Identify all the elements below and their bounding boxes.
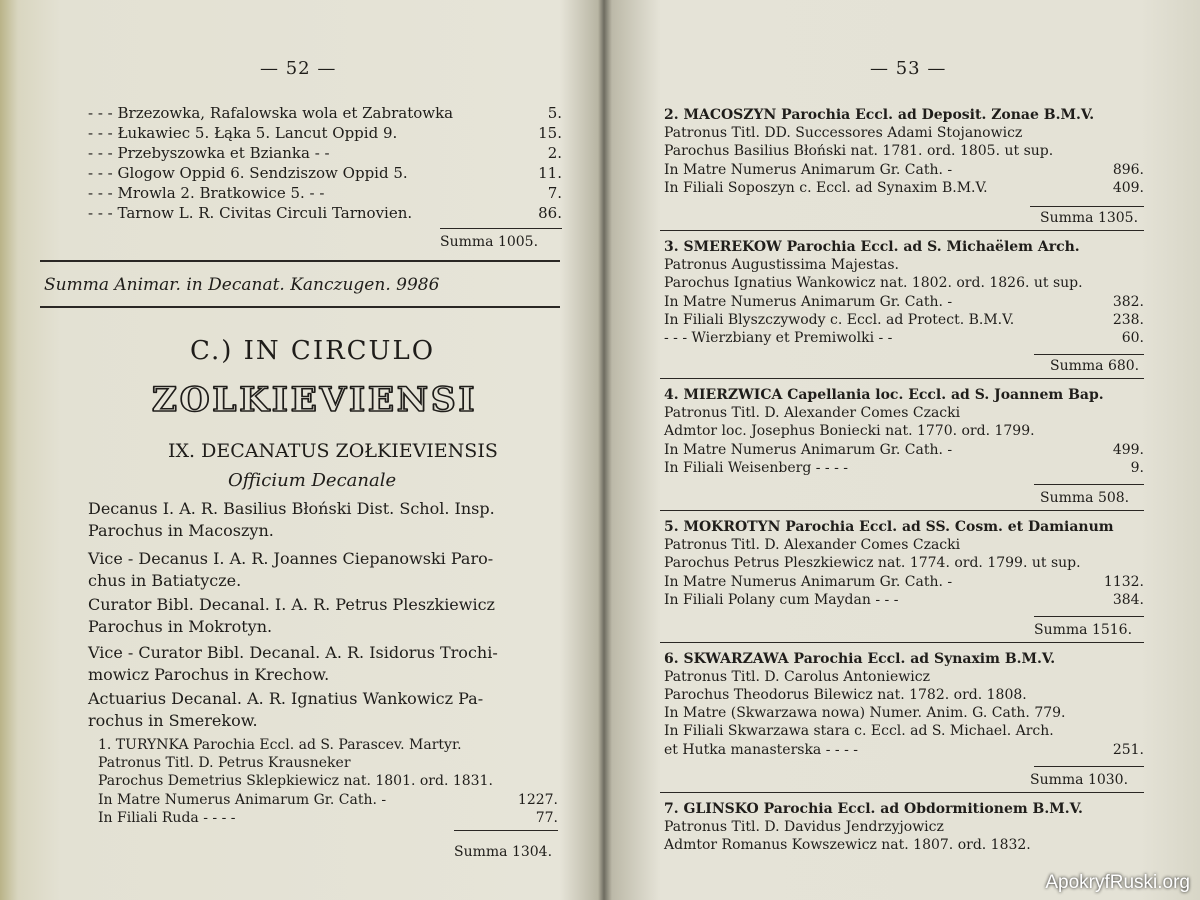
table-row xyxy=(98,810,558,826)
sum-rule xyxy=(454,830,558,831)
circulo-heading: C.) IN CIRCULO xyxy=(190,336,436,366)
row-label: - - - Łukawiec 5. Łąka 5. Lancut Oppid 9. xyxy=(88,124,398,142)
entry-line: In Matre (Skwarzawa nowa) Numer. Anim. G. Cath. 779. xyxy=(664,705,1066,721)
official-line: Vice - Decanus I. A. R. Joannes Ciepanowski Paro- xyxy=(88,549,494,568)
entry-line: Patronus Titl. D. Alexander Comes Czacki xyxy=(664,537,961,553)
row-value: 2. xyxy=(547,144,562,162)
entry-line: Admtor Romanus Kowszewicz nat. 1807. ord. 1832. xyxy=(664,837,1031,853)
row-value: 77. xyxy=(535,810,558,826)
section-rule xyxy=(40,306,560,308)
row-label: In Matre Numerus Animarum Gr. Cath. - xyxy=(98,792,387,808)
row-label: - - - Wierzbiany et Premiwolki - - xyxy=(664,330,893,346)
row-label: - - - Przebyszowka et Bzianka - - xyxy=(88,144,330,162)
summa-total: Summa 680. xyxy=(1050,358,1140,374)
table-row xyxy=(664,742,1144,758)
section-rule xyxy=(40,260,560,262)
official-line: Parochus in Mokrotyn. xyxy=(88,617,273,636)
row-label: In Filiali Blyszczywody c. Eccl. ad Protect. B.M.V. xyxy=(664,312,1015,328)
sum-rule xyxy=(1034,354,1144,355)
watermark: ApokryfRuski.org xyxy=(1045,872,1190,893)
row-label: - - - Mrowla 2. Bratkowice 5. - - xyxy=(88,184,325,202)
list-item xyxy=(88,104,562,122)
list-item xyxy=(88,184,562,202)
summa-total: Summa 1030. xyxy=(1030,772,1129,788)
summa-total: Summa 1005. xyxy=(440,234,539,250)
entry-separator xyxy=(660,792,1144,793)
list-item xyxy=(88,164,562,182)
row-value: 384. xyxy=(1112,592,1144,608)
sum-rule xyxy=(1034,484,1144,485)
table-row xyxy=(664,180,1144,196)
table-row xyxy=(664,460,1144,476)
table-row xyxy=(664,312,1144,328)
right-page xyxy=(620,0,1180,900)
official-line: Decanus I. A. R. Basilius Błoński Dist. Schol. Insp. xyxy=(88,499,495,518)
entry-line: Patronus Titl. D. Alexander Comes Czacki xyxy=(664,405,961,421)
row-label: In Matre Numerus Animarum Gr. Cath. - xyxy=(664,442,953,458)
decanatus-heading: IX. DECANATUS ZOŁKIEVIENSIS xyxy=(168,440,498,462)
row-value: 15. xyxy=(538,124,562,142)
entry-line: Patronus Titl. D. Petrus Krausneker xyxy=(98,755,351,771)
entry-line: 7. GLINSKO Parochia Eccl. ad Obdormitionem B.M.V. xyxy=(664,801,1083,817)
row-value: 7. xyxy=(547,184,562,202)
district-title: ZOLKIEVIENSI xyxy=(152,380,478,420)
entry-line: Parochus Demetrius Sklepkiewicz nat. 1801. ord. 1831. xyxy=(98,773,493,789)
row-label: In Filiali Soposzyn c. Eccl. ad Synaxim B.M.V. xyxy=(664,180,988,196)
row-label: - - - Tarnow L. R. Civitas Circuli Tarnovien. xyxy=(88,204,413,222)
official-line: Curator Bibl. Decanal. I. A. R. Petrus Pleszkiewicz xyxy=(88,595,495,614)
table-row xyxy=(98,792,558,808)
entry-line: Admtor loc. Josephus Boniecki nat. 1770. ord. 1799. xyxy=(664,423,1035,439)
row-value: 896. xyxy=(1112,162,1144,178)
entry-line: In Filiali Skwarzawa stara c. Eccl. ad S. Michael. Arch. xyxy=(664,723,1054,739)
table-row xyxy=(664,574,1144,590)
officium-heading: Officium Decanale xyxy=(228,470,397,491)
entry-line: 4. MIERZWICA Capellania loc. Eccl. ad S. Joannem Bap. xyxy=(664,387,1104,403)
entry-line: Patronus Titl. D. Carolus Antoniewicz xyxy=(664,669,930,685)
official-line: chus in Batiatycze. xyxy=(88,571,242,590)
row-label: - - - Brzezowka, Rafalowska wola et Zabratowka xyxy=(88,104,454,122)
entry-line: 2. MACOSZYN Parochia Eccl. ad Deposit. Zonae B.M.V. xyxy=(664,107,1095,123)
row-label: In Matre Numerus Animarum Gr. Cath. - xyxy=(664,574,953,590)
entry-separator xyxy=(660,510,1144,511)
row-value: 382. xyxy=(1112,294,1144,310)
row-value: 86. xyxy=(538,204,562,222)
row-value: 1227. xyxy=(517,792,558,808)
table-row xyxy=(664,162,1144,178)
entry-line: Parochus Theodorus Bilewicz nat. 1782. ord. 1808. xyxy=(664,687,1027,703)
official-line: rochus in Smerekow. xyxy=(88,711,258,730)
row-value: 409. xyxy=(1112,180,1144,196)
row-value: 1132. xyxy=(1103,574,1144,590)
row-label: In Matre Numerus Animarum Gr. Cath. - xyxy=(664,294,953,310)
row-value: 251. xyxy=(1112,742,1144,758)
list-item xyxy=(88,144,562,162)
row-value: 60. xyxy=(1121,330,1144,346)
row-value: 9. xyxy=(1130,460,1144,476)
list-item xyxy=(88,124,562,142)
official-line: Parochus in Macoszyn. xyxy=(88,521,274,540)
page-number-left: — 52 — xyxy=(260,58,337,79)
row-value: 5. xyxy=(547,104,562,122)
row-label: - - - Glogow Oppid 6. Sendziszow Oppid 5. xyxy=(88,164,408,182)
row-label: In Filiali Polany cum Maydan - - - xyxy=(664,592,899,608)
row-label: et Hutka manasterska - - - - xyxy=(664,742,859,758)
page-number-right: — 53 — xyxy=(870,58,947,79)
official-line: mowicz Parochus in Krechow. xyxy=(88,665,330,684)
list-item xyxy=(88,204,562,222)
entry-line: 3. SMEREKOW Parochia Eccl. ad S. Michaëlem Arch. xyxy=(664,239,1080,255)
table-row xyxy=(664,294,1144,310)
sum-rule xyxy=(1030,206,1144,207)
official-line: Actuarius Decanal. A. R. Ignatius Wankowicz Pa- xyxy=(88,689,484,708)
table-row xyxy=(664,330,1144,346)
row-label: In Filiali Weisenberg - - - - xyxy=(664,460,849,476)
summa-total: Summa 1516. xyxy=(1034,622,1133,638)
summa-total: Summa 1305. xyxy=(1040,210,1139,226)
row-label: In Filiali Ruda - - - - xyxy=(98,810,236,826)
entry-line: Patronus Titl. DD. Successores Adami Stojanowicz xyxy=(664,125,1023,141)
table-row xyxy=(664,442,1144,458)
row-value: 499. xyxy=(1112,442,1144,458)
entry-line: Patronus Titl. D. Davidus Jendrzyjowicz xyxy=(664,819,944,835)
entry-line: Parochus Petrus Pleszkiewicz nat. 1774. ord. 1799. ut sup. xyxy=(664,555,1081,571)
row-value: 11. xyxy=(538,164,562,182)
entry-line: Patronus Augustissima Majestas. xyxy=(664,257,899,273)
entry-separator xyxy=(660,642,1144,643)
entry-separator xyxy=(660,378,1144,379)
summa-total: Summa 1304. xyxy=(454,844,553,860)
entry-line: Parochus Basilius Błoński nat. 1781. ord. 1805. ut sup. xyxy=(664,143,1054,159)
entry-line: Parochus Ignatius Wankowicz nat. 1802. ord. 1826. ut sup. xyxy=(664,275,1083,291)
row-label: In Matre Numerus Animarum Gr. Cath. - xyxy=(664,162,953,178)
entry-line: 6. SKWARZAWA Parochia Eccl. ad Synaxim B.M.V. xyxy=(664,651,1056,667)
sum-rule xyxy=(440,228,562,229)
decanat-summary: Summa Animar. in Decanat. Kanczugen. 9986 xyxy=(44,275,440,295)
entry-separator xyxy=(660,230,1144,231)
sum-rule xyxy=(1034,616,1144,617)
left-page xyxy=(40,0,600,900)
summa-total: Summa 508. xyxy=(1040,490,1130,506)
row-value: 238. xyxy=(1112,312,1144,328)
table-row xyxy=(664,592,1144,608)
sum-rule xyxy=(1034,766,1144,767)
official-line: Vice - Curator Bibl. Decanal. A. R. Isidorus Trochi- xyxy=(88,643,498,662)
entry-line: 5. MOKROTYN Parochia Eccl. ad SS. Cosm. et Damianum xyxy=(664,519,1114,535)
entry-line: 1. TURYNKA Parochia Eccl. ad S. Parascev. Martyr. xyxy=(98,737,462,753)
